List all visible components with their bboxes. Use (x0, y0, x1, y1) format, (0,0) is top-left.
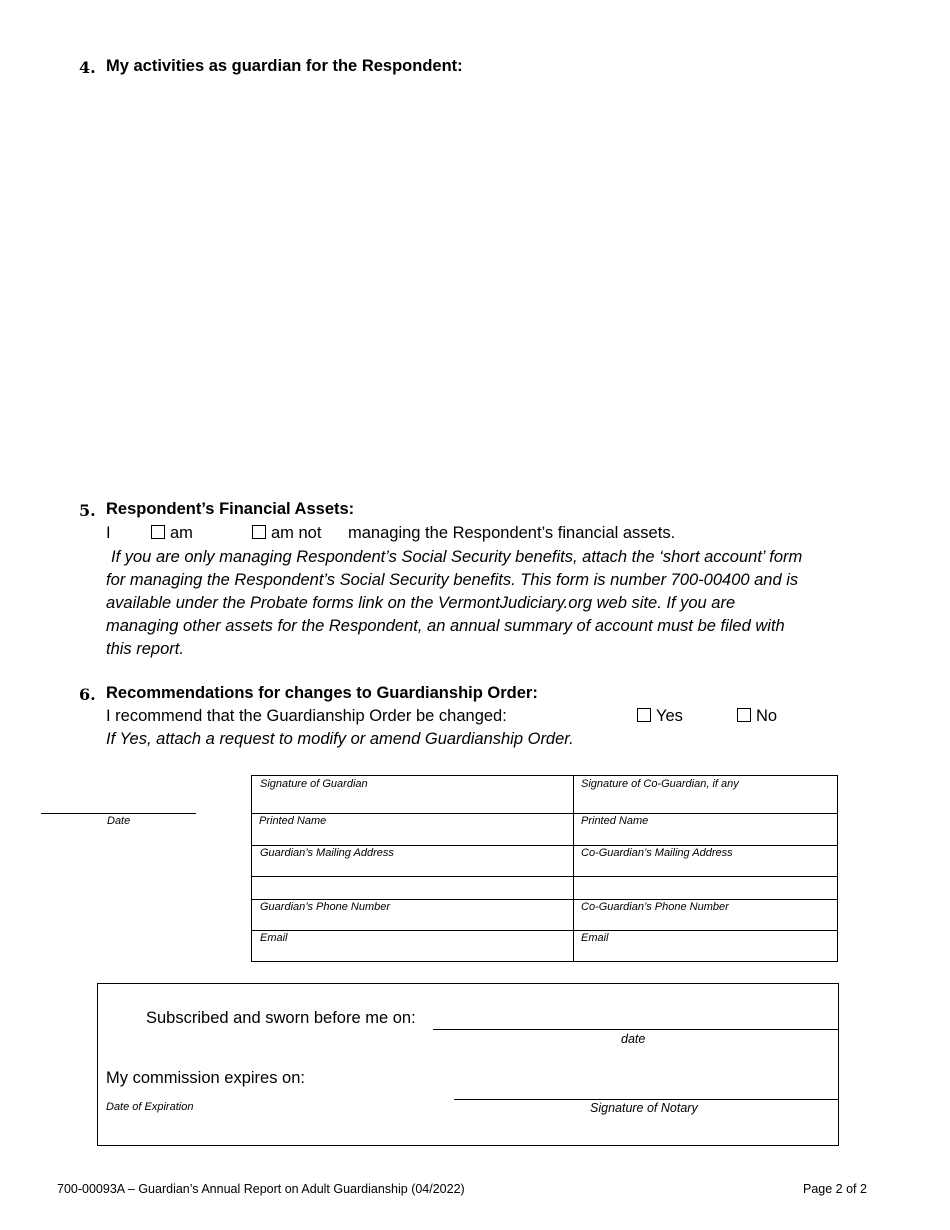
recommend-statement: I recommend that the Guardianship Order be changed: (106, 707, 507, 725)
financial-pronoun: I (106, 524, 111, 542)
option-yes[interactable] (637, 707, 683, 726)
instruction-line: available under the Probate forms link on the VermontJudiciary.org web site. If you are (106, 594, 736, 612)
section-4-title: My activities as guardian for the Respondent: (106, 57, 463, 75)
option-yes-label: Yes (656, 707, 683, 725)
section-4-number: 4. (79, 58, 96, 77)
checkbox-am-not[interactable] (252, 525, 266, 539)
recommend-note: If Yes, attach a request to modify or amend Guardianship Order. (106, 730, 574, 748)
instruction-line: this report. (106, 640, 184, 658)
footer-page-number: Page 2 of 2 (803, 1182, 867, 1196)
guardian-email-field[interactable]: Email (260, 932, 288, 944)
date-label: Date (107, 815, 131, 827)
row-divider (252, 876, 837, 877)
guardian-signature-field[interactable]: Signature of Guardian (260, 778, 368, 790)
option-am-not-label: am not (271, 524, 322, 542)
option-no-label: No (756, 707, 778, 725)
signature-table (251, 775, 838, 962)
sworn-label: Subscribed and sworn before me on: (146, 1009, 416, 1027)
guardian-mailing-address-field[interactable]: Guardian’s Mailing Address (260, 847, 394, 859)
commission-label: My commission expires on: (106, 1069, 305, 1087)
instruction-line: If you are only managing Respondent’s Social Security benefits, attach the ‘short account’ form (111, 548, 803, 566)
checkbox-yes[interactable] (637, 708, 651, 722)
co-guardian-phone-field[interactable]: Co-Guardian’s Phone Number (581, 901, 729, 913)
financial-instructions (106, 546, 836, 661)
notary-signature-line[interactable] (454, 1099, 838, 1100)
co-guardian-signature-field[interactable]: Signature of Co-Guardian, if any (581, 778, 739, 790)
row-divider (252, 813, 837, 814)
option-no[interactable] (737, 707, 777, 726)
section-5-number: 5. (79, 501, 96, 520)
instruction-line: managing other assets for the Respondent, an annual summary of account must be filed with (106, 617, 785, 635)
guardian-printed-name-field[interactable]: Printed Name (259, 815, 327, 827)
section-6-title: Recommendations for changes to Guardianship Order: (106, 684, 538, 702)
financial-statement-tail: managing the Respondent’s financial assets. (348, 524, 676, 542)
section-6-number: 6. (79, 685, 96, 704)
section-5-title: Respondent’s Financial Assets: (106, 500, 355, 518)
row-divider (252, 845, 837, 846)
activities-writing-area[interactable] (106, 85, 836, 485)
instruction-line: for managing the Respondent’s Social Security benefits. This form is number 700-00400 and is (106, 571, 799, 589)
checkbox-no[interactable] (737, 708, 751, 722)
date-line[interactable] (41, 813, 196, 814)
sworn-date-line[interactable] (433, 1029, 838, 1030)
checkbox-am[interactable] (151, 525, 165, 539)
expiration-caption: Date of Expiration (106, 1101, 194, 1113)
column-divider (573, 776, 574, 961)
guardian-phone-field[interactable]: Guardian’s Phone Number (260, 901, 391, 913)
option-am-not[interactable] (252, 524, 321, 543)
option-am[interactable] (151, 524, 193, 543)
sworn-date-caption: date (621, 1032, 646, 1046)
option-am-label: am (170, 524, 193, 542)
notary-signature-caption: Signature of Notary (590, 1101, 698, 1115)
row-divider (252, 899, 837, 900)
row-divider (252, 930, 837, 931)
co-guardian-mailing-address-field[interactable]: Co-Guardian’s Mailing Address (581, 847, 733, 859)
co-guardian-printed-name-field[interactable]: Printed Name (581, 815, 649, 827)
notary-box (97, 983, 839, 1146)
co-guardian-email-field[interactable]: Email (581, 932, 609, 944)
footer-form-title: 700-00093A – Guardian’s Annual Report on Adult Guardianship (04/2022) (57, 1182, 465, 1196)
